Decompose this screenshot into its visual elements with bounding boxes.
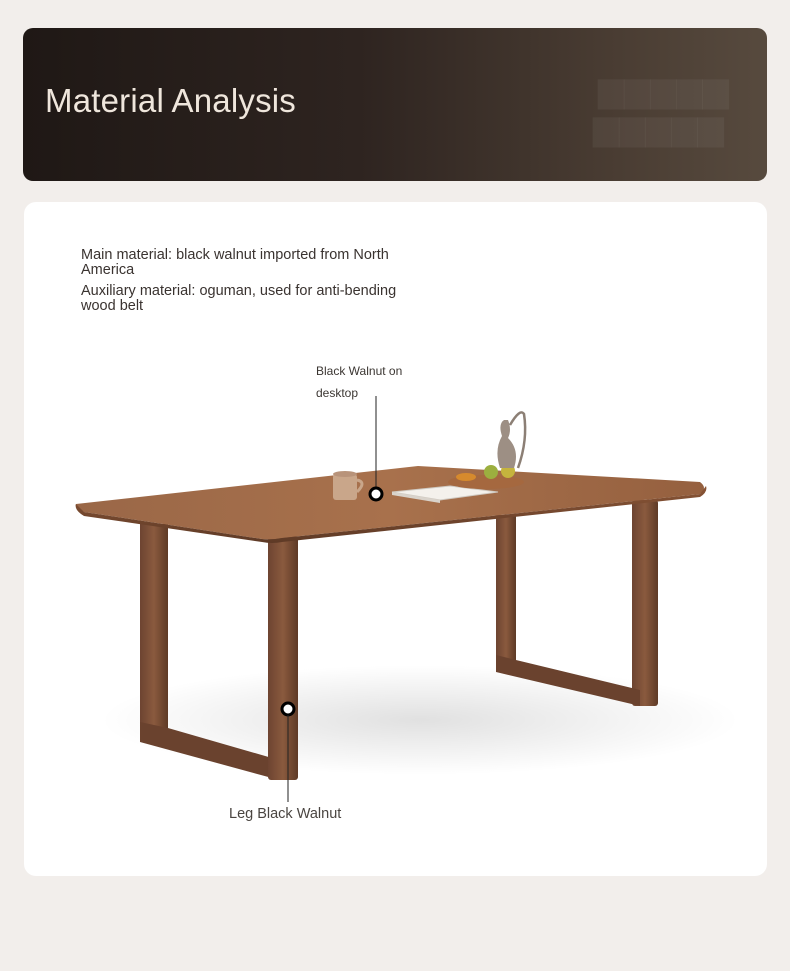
auxiliary-material-text: Auxiliary material: oguman, used for anti-bending wood belt [81,283,397,314]
back-leg-frame [496,500,658,706]
desktop-callout-label: Black Walnut on desktop [316,364,403,400]
vase-decor [497,412,525,468]
leg-callout-label: Leg Black Walnut [229,806,342,822]
main-material-text: Main material: black walnut imported from North America [81,247,389,278]
banner-watermark-2: ▆▆▆▆▆ [593,109,724,147]
banner-watermark: ▆▆▆▆▆ [598,71,729,109]
table-top [76,466,707,543]
page-title: Material Analysis [45,82,296,119]
